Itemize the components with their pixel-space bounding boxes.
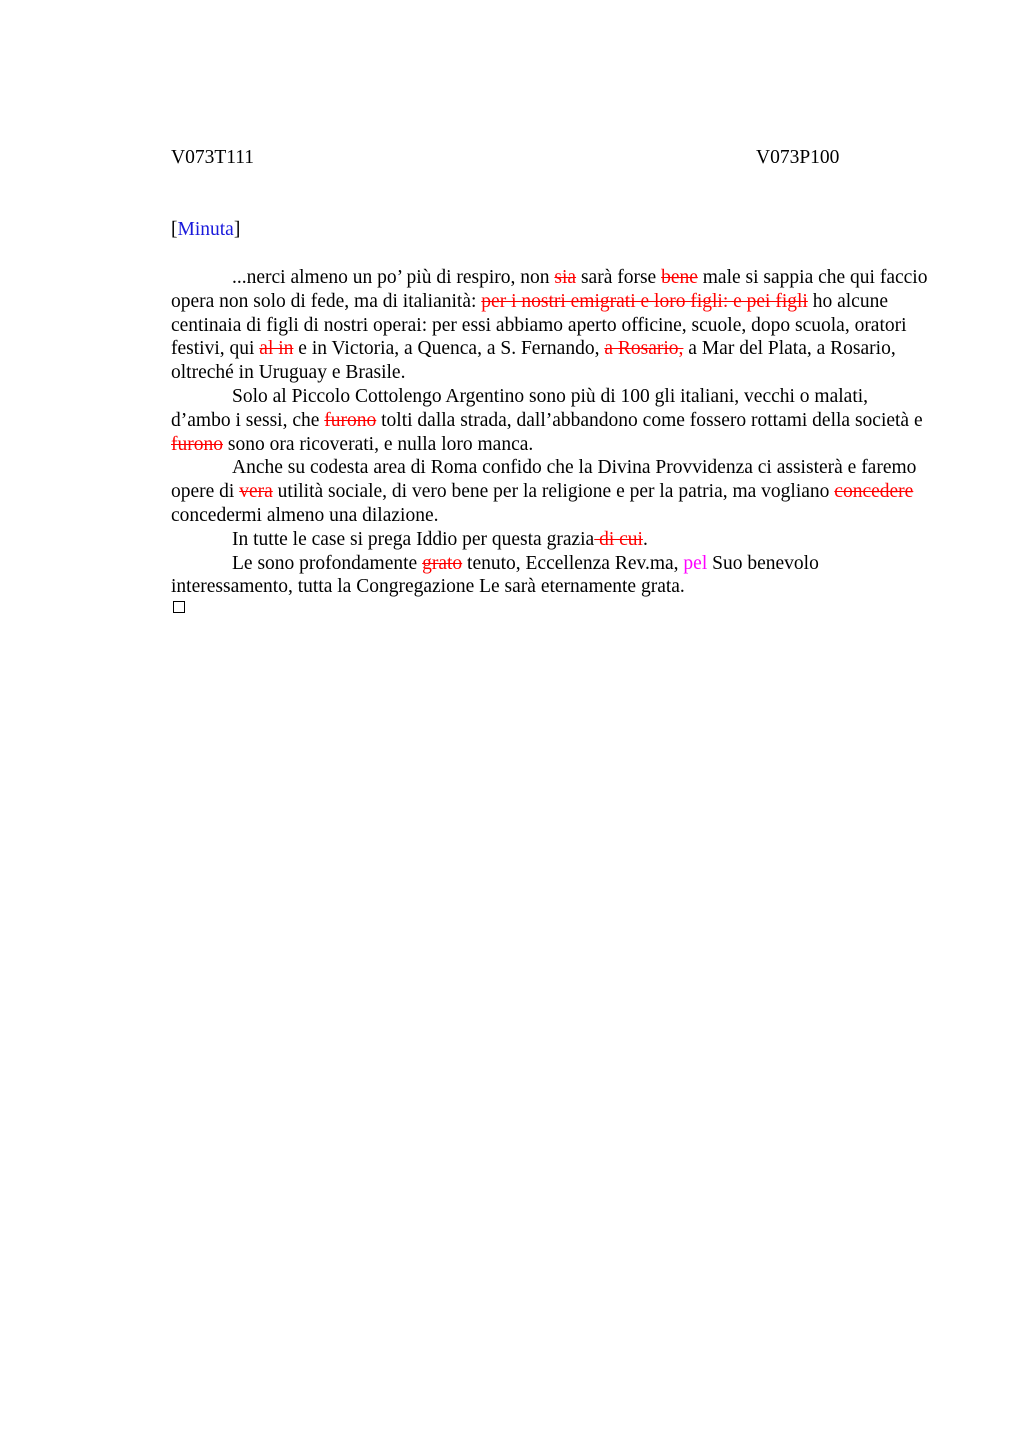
inserted-text: pel [683, 552, 708, 574]
deleted-text: a Rosario, [604, 338, 684, 360]
document-code-right: V073P100 [756, 147, 840, 168]
deleted-text: vera [239, 481, 273, 503]
text-run: male si sappia che qui faccio opera non solo di fede, ma di italianità: [171, 267, 928, 312]
text-run: ...nerci almeno un po’ più di respiro, non [232, 267, 555, 288]
deleted-text: furono [324, 409, 377, 431]
text-run: utilità sociale, di vero bene per la religione e per la patria, ma vogliano [272, 481, 835, 503]
text-run: sarà forse [576, 267, 662, 288]
deleted-text: al in [259, 338, 294, 360]
section-heading [171, 218, 240, 242]
heading-label: Minuta [177, 219, 234, 240]
text-run: e in Victoria, a Quenca, a S. Fernando, [293, 338, 605, 360]
deleted-text: concedere [834, 481, 914, 503]
paragraph [171, 528, 931, 552]
text-run: a Mar del Plata, a Rosario, oltreché in Uruguay e Brasile. [171, 338, 896, 384]
paragraph [171, 552, 931, 600]
paragraph [171, 456, 931, 527]
deleted-text: grato [422, 552, 463, 574]
text-run: Suo benevolo interessamento, tutta la Congregazione Le sarà eternamente grata. [171, 552, 819, 598]
text-run: Le sono profondamente [232, 552, 423, 574]
text-run: sono ora ricoverati, e nulla loro manca. [223, 433, 534, 455]
heading-open-bracket: [ [171, 219, 178, 240]
deleted-text: bene [661, 267, 698, 288]
text-run: Anche su codesta area di Roma confido che la Divina Provvidenza ci assisterà e faremo opere di [171, 457, 917, 503]
letter-body [171, 266, 931, 599]
heading-close-bracket: ] [233, 219, 241, 240]
deleted-text: sia [554, 267, 577, 288]
text-run: tenuto, Eccellenza Rev.ma, [462, 552, 684, 574]
deleted-text: furono [171, 433, 223, 455]
text-run: . [642, 528, 648, 550]
deleted-text: per i nostri emigrati e loro figli: e pei figli [481, 290, 808, 312]
paragraph [171, 266, 931, 385]
paragraph [171, 385, 931, 456]
text-run: tolti dalla strada, dall’abbandono come fossero rottami della società e [376, 409, 923, 431]
text-run: Solo al Piccolo Cottolengo Argentino sono più di 100 gli italiani, vecchi o malati, d’ambo i sessi, che [171, 385, 869, 431]
text-run: ho alcune centinaia di figli di nostri operai: per essi abbiamo aperto officine, scuole, dopo scuola, oratori festivi, qui [171, 290, 907, 360]
end-marker-box [173, 601, 185, 613]
deleted-text: di cui [594, 528, 643, 550]
text-run: In tutte le case si prega Iddio per questa grazia [232, 528, 595, 550]
text-run: concedermi almeno una dilazione. [171, 504, 439, 526]
document-code-left: V073T111 [171, 147, 255, 168]
